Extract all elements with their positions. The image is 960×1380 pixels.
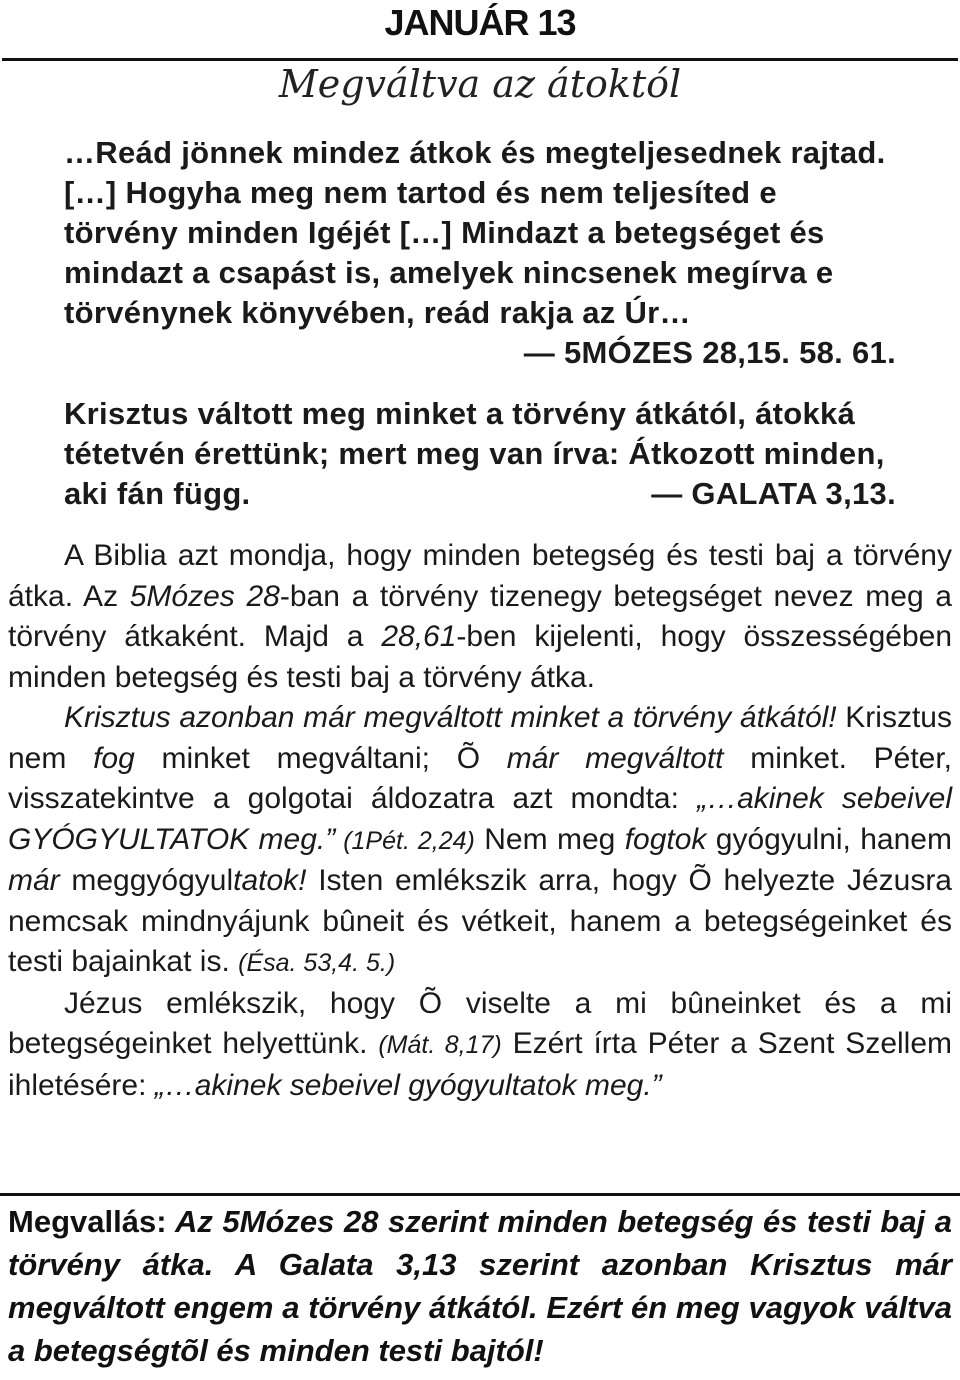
scripture-text-1: …Reád jönnek mindez átkok és megteljesednek rajtad. […] Hogyha meg nem tartod és nem teljesíted e törvény minden Igéjét […] Mindazt a betegséget és mindazt a csapást is, amelyek nincsenek megírva e törvénynek könyvében, reád rakja az Úr… [64, 135, 886, 330]
body-text: A Biblia azt mondja, hogy minden betegség és testi baj a törvény átka. Az [8, 539, 952, 613]
body-text: minket megváltani; Õ [134, 741, 507, 775]
emphasis-text: Krisztus azonban már megváltott minket a törvény átkától! [64, 701, 837, 734]
confession-text: Az 5Mózes 28 szerint minden betegség és testi baj a törvény átka. A Galata 3,13 szerint azonban Krisztus már megváltott engem a törvény átkától. Ezért én meg vagyok váltva a betegségtõl és minden testi bajtól! [8, 1204, 952, 1368]
body-text: -ben kijelenti, hogy összességében minden betegség és testi baj a törvény átka. [8, 620, 953, 694]
emphasis-text: tatok! [233, 864, 307, 897]
top-divider [2, 58, 958, 61]
page-title: Megváltva az átoktól [278, 62, 682, 106]
quote-text: „…akinek sebeivel GYÓGYULTATOK meg.” [8, 782, 952, 856]
body-text: Krisztus nem [8, 701, 952, 775]
scripture-quote-1 [64, 133, 896, 373]
body-text: meggyógyul [59, 864, 234, 897]
scripture-ref: 28,61 [381, 620, 457, 653]
quote-text: „…akinek sebeivel gyógyultatok meg.” [154, 1068, 662, 1102]
body-text: Ezért írta Péter a Szent Szellem ihletésére: [8, 1027, 953, 1102]
scripture-ref: (Mát. 8,17) [378, 1031, 502, 1059]
body-text: Jézus emlékszik, hogy Õ viselte a mi bûneinket és a mi betegségeinket helyettünk. [8, 986, 952, 1060]
emphasis-text: fog [93, 741, 135, 775]
body-text: gyógyulni, hanem [706, 822, 952, 856]
body-paragraph-1 [8, 536, 952, 698]
body-text: Isten emlékszik arra, hogy Õ helyezte Jézusra nemcsak mindnyájunk bûneit és vétkeit, hanem a betegségeinket és testi bajainkat is. [8, 864, 952, 978]
confession-box [8, 1200, 952, 1372]
page-date: JANUÁR 13 [384, 2, 576, 43]
scripture-reference-2: — GALATA 3,13. [651, 476, 896, 511]
emphasis-text: már [8, 864, 60, 897]
scripture-ref: (Ésa. 53,4. 5.) [238, 949, 396, 977]
body-text: minket. Péter, visszatekintve a golgotai áldozatra azt mondta: [8, 741, 953, 815]
emphasis-text: fogtok [624, 822, 707, 856]
body-text: Nem meg [474, 822, 625, 856]
scripture-ref: 5Mózes 28 [129, 579, 280, 613]
scripture-ref: (1Pét. 2,24) [335, 826, 475, 855]
devotional-body [8, 536, 952, 1106]
confession-label: Megvallás: [8, 1204, 167, 1239]
body-paragraph-2 [8, 698, 952, 984]
scripture-quote-2 [64, 394, 896, 514]
scripture-text-2: Krisztus váltott meg minket a törvény átkától, átokká tétetvén érettünk; mert meg van írva: Átkozott minden, aki fán függ. [64, 396, 885, 511]
emphasis-text: már megváltott [506, 741, 724, 775]
body-text: -ban a törvény tizenegy betegséget nevez meg a törvény átkaként. Majd a [8, 579, 952, 653]
scripture-reference-1: — 5MÓZES 28,15. 58. 61. [523, 335, 896, 370]
bottom-divider [0, 1193, 960, 1196]
body-paragraph-3 [8, 984, 952, 1107]
